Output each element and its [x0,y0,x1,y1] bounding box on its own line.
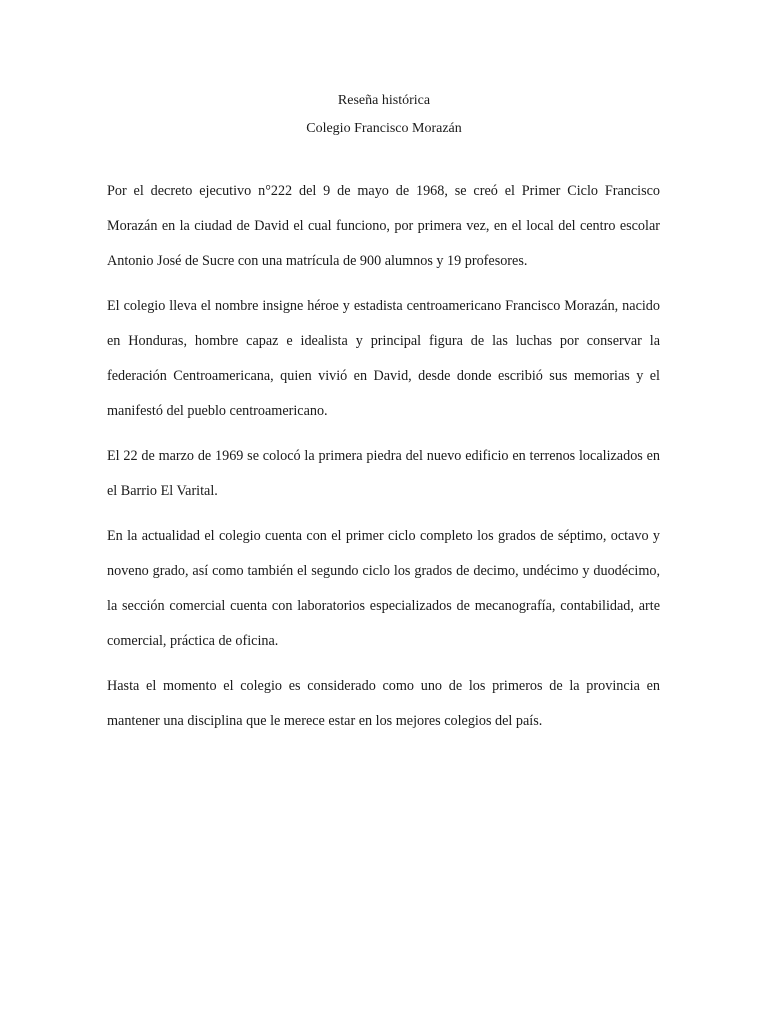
document-body [107,174,660,749]
paragraph-namesake: El colegio lleva el nombre insigne héroe y estadista centroamericano Francisco Morazán, nacido en Honduras, hombre capaz e idealista y principal figura de las luchas por conservar la federación Centroamericana, quien vivió en David, desde donde escribió sus memorias y el manifestó del pueblo centroamericano. [107,298,660,419]
paragraph-decree: Por el decreto ejecutivo n°222 del 9 de mayo de 1968, se creó el Primer Ciclo Francisco Morazán en la ciudad de David el cual funciono, por primera vez, en el local del centro escolar Antonio José de Sucre con una matrícula de 900 alumnos y 19 profesores. [107,183,660,269]
paragraph-discipline: Hasta el momento el colegio es considerado como uno de los primeros de la provincia en mantener una disciplina que le merece estar en los mejores colegios del país. [107,678,660,729]
document-subtitle: Colegio Francisco Morazán [306,121,462,136]
paragraph-current-grades: En la actualidad el colegio cuenta con el primer ciclo completo los grados de séptimo, octavo y noveno grado, así como también el segundo ciclo los grados de decimo, undécimo y duodécimo, la sección comercial cuenta con laboratorios especializados de mecanografía, contabilidad, arte comercial, práctica de oficina. [107,528,660,649]
document-title: Reseña histórica [337,93,431,108]
paragraph-first-stone: El 22 de marzo de 1969 se colocó la primera piedra del nuevo edificio en terrenos localizados en el Barrio El Varital. [107,448,660,499]
